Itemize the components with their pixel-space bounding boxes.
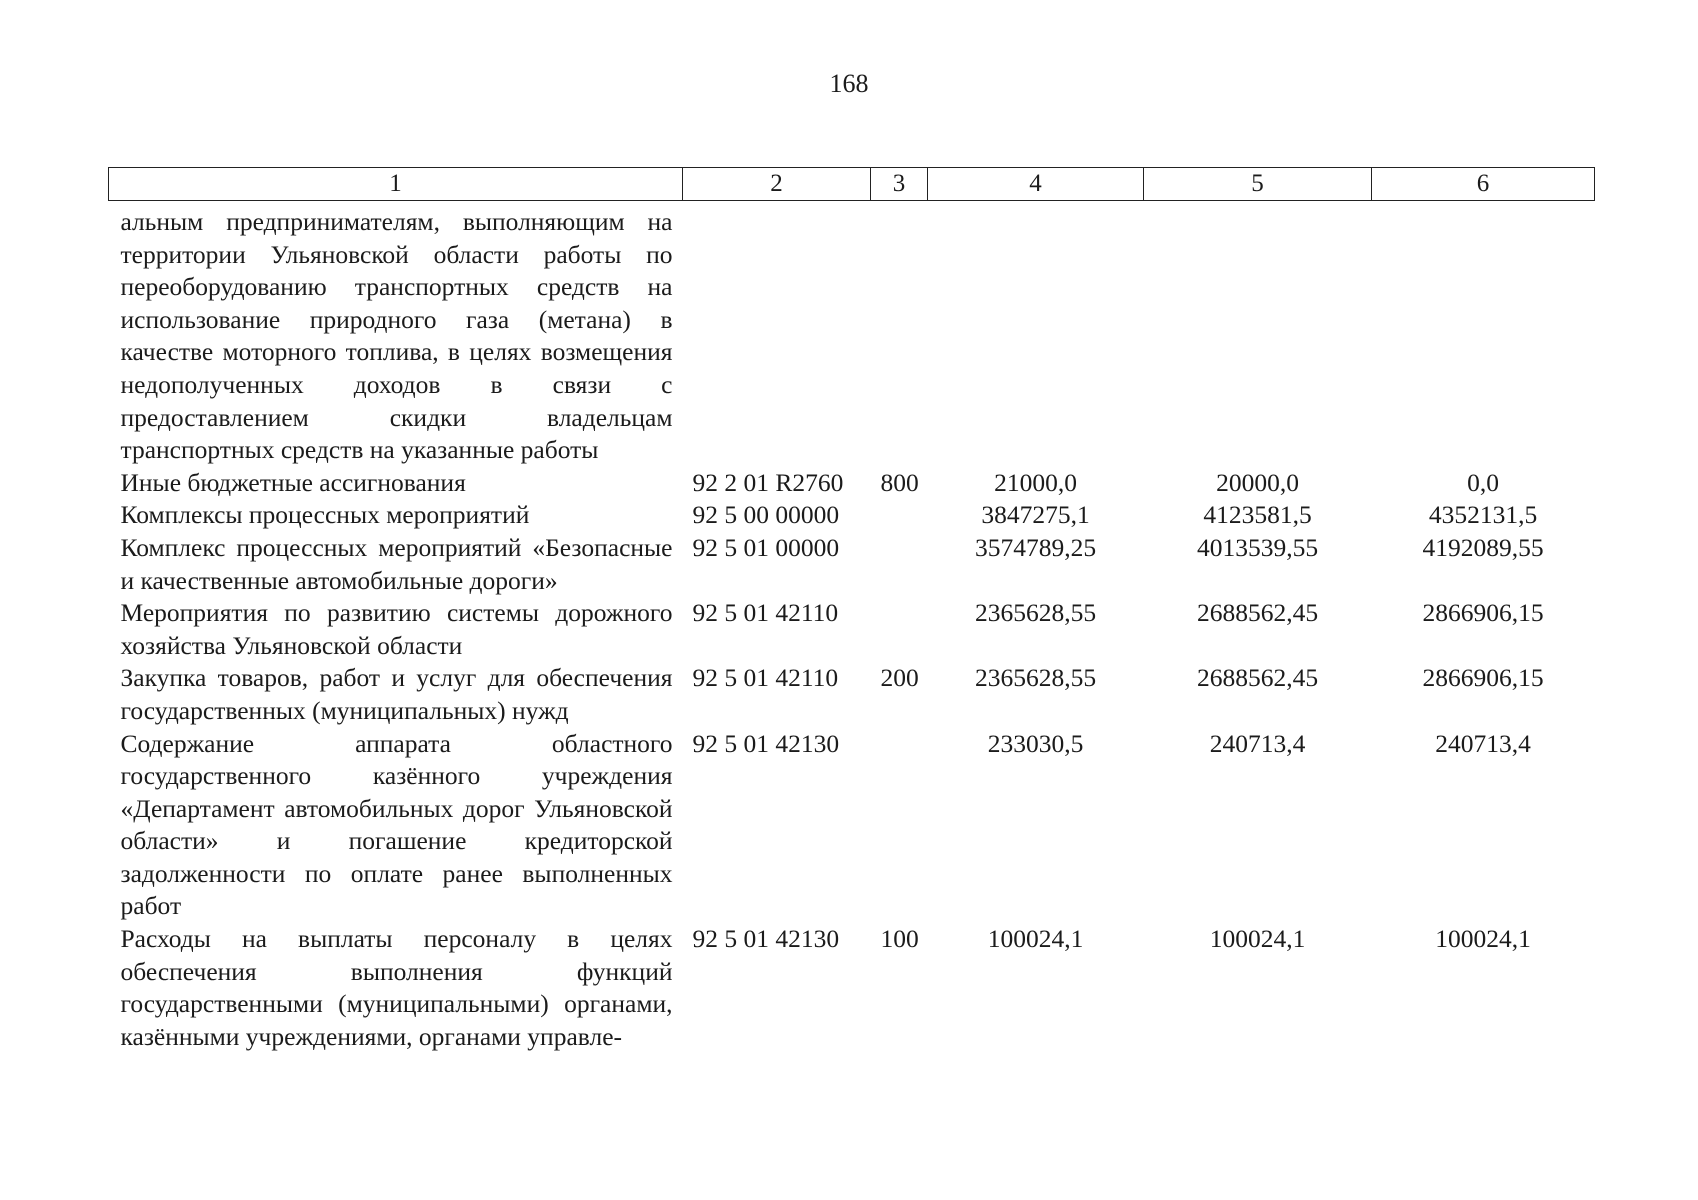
page-number: 168: [829, 69, 869, 98]
row-value-1: 3574789,25: [974, 532, 1097, 562]
row-name: Комплекс процессных мероприятий «Безопасные и качественные автомобильные дороги»: [120, 532, 673, 595]
row-code: 92 5 01 42130: [692, 924, 840, 954]
row-value-2: 4013539,55: [1196, 532, 1319, 562]
table-row: [109, 467, 1595, 500]
row-value-2: [1144, 201, 1372, 467]
row-name: Содержание аппарата областного государственного казённого учреждения «Департамент автомобильных дорог Ульяновской области» и погашение кредиторской задолженности по оплате ранее выполненных работ: [120, 728, 673, 921]
row-value-3: 4352131,5: [1428, 500, 1538, 530]
row-name: Расходы на выплаты персоналу в целях обеспечения выполнения функций государственными (муниципальными) органами, казёнными учреждениями, органами управле-: [120, 924, 673, 1051]
row-expense-type: [871, 201, 928, 467]
row-expense-type: [871, 532, 928, 597]
row-value-1: [928, 201, 1144, 467]
row-value-2: 100024,1: [1209, 924, 1306, 954]
row-expense-type: [871, 597, 928, 662]
row-value-1: 233030,5: [987, 728, 1084, 758]
row-expense-type: 200: [880, 663, 919, 693]
row-value-1: 2365628,55: [974, 598, 1097, 628]
table-row: [109, 499, 1595, 532]
row-code: 92 5 00 00000: [692, 500, 840, 530]
row-value-3: 100024,1: [1435, 924, 1531, 954]
row-value-2: 240713,4: [1209, 728, 1306, 758]
row-value-3: 2866906,15: [1422, 598, 1544, 628]
row-value-1: 100024,1: [987, 924, 1084, 954]
row-value-3: 2866906,15: [1422, 663, 1544, 693]
row-value-1: 3847275,1: [981, 500, 1090, 530]
row-code: 92 5 01 42130: [692, 728, 840, 758]
row-expense-type: 100: [880, 924, 919, 954]
row-code: 92 5 01 00000: [692, 532, 840, 562]
table-row: [109, 728, 1595, 924]
header-col-6: 6: [1372, 168, 1595, 201]
table-row: [109, 532, 1595, 597]
table-row: [109, 662, 1595, 727]
row-value-2: 20000,0: [1216, 467, 1299, 497]
row-code: 92 2 01 R2760: [692, 467, 844, 497]
row-name: Иные бюджетные ассигнования: [120, 467, 466, 497]
table-row: [109, 923, 1595, 1053]
header-col-4: 4: [928, 168, 1144, 201]
header-col-3: 3: [871, 168, 928, 201]
budget-table-container: [108, 167, 1594, 1053]
header-col-2: 2: [683, 168, 871, 201]
row-value-3: 0,0: [1467, 467, 1499, 497]
row-value-1: 21000,0: [994, 467, 1077, 497]
row-expense-type: [871, 499, 928, 532]
table-row: [109, 201, 1595, 467]
row-value-2: 4123581,5: [1203, 500, 1312, 530]
row-code: 92 5 01 42110: [692, 598, 839, 628]
row-expense-type: [871, 728, 928, 924]
row-value-3: 240713,4: [1435, 728, 1531, 758]
row-value-3: 4192089,55: [1422, 532, 1544, 562]
row-name: Закупка товаров, работ и услуг для обеспечения государственных (муниципальных) нужд: [120, 663, 673, 725]
row-value-1: 2365628,55: [974, 663, 1097, 693]
header-col-5: 5: [1144, 168, 1372, 201]
row-name: альным предпринимателям, выполняющим на территории Ульяновской области работы по переоборудованию транспортных средств на использование природного газа (метана) в качестве моторного топлива, в целях возмещения недополученных доходов в связи с предоставлением скидки владельцам транспортных средств на указанные работы: [120, 207, 673, 465]
row-value-3: [1372, 201, 1595, 467]
table-row: [109, 597, 1595, 662]
row-name: Мероприятия по развитию системы дорожного хозяйства Ульяновской области: [120, 598, 673, 660]
budget-table: [108, 167, 1595, 1053]
row-code: 92 5 01 42110: [692, 663, 839, 693]
header-col-1: 1: [109, 168, 683, 201]
row-name: Комплексы процессных мероприятий: [120, 500, 530, 530]
row-value-2: 2688562,45: [1196, 663, 1319, 693]
table-header-row: [109, 168, 1595, 201]
row-value-2: 2688562,45: [1196, 598, 1319, 628]
row-code: [683, 201, 871, 467]
row-expense-type: 800: [880, 467, 919, 497]
